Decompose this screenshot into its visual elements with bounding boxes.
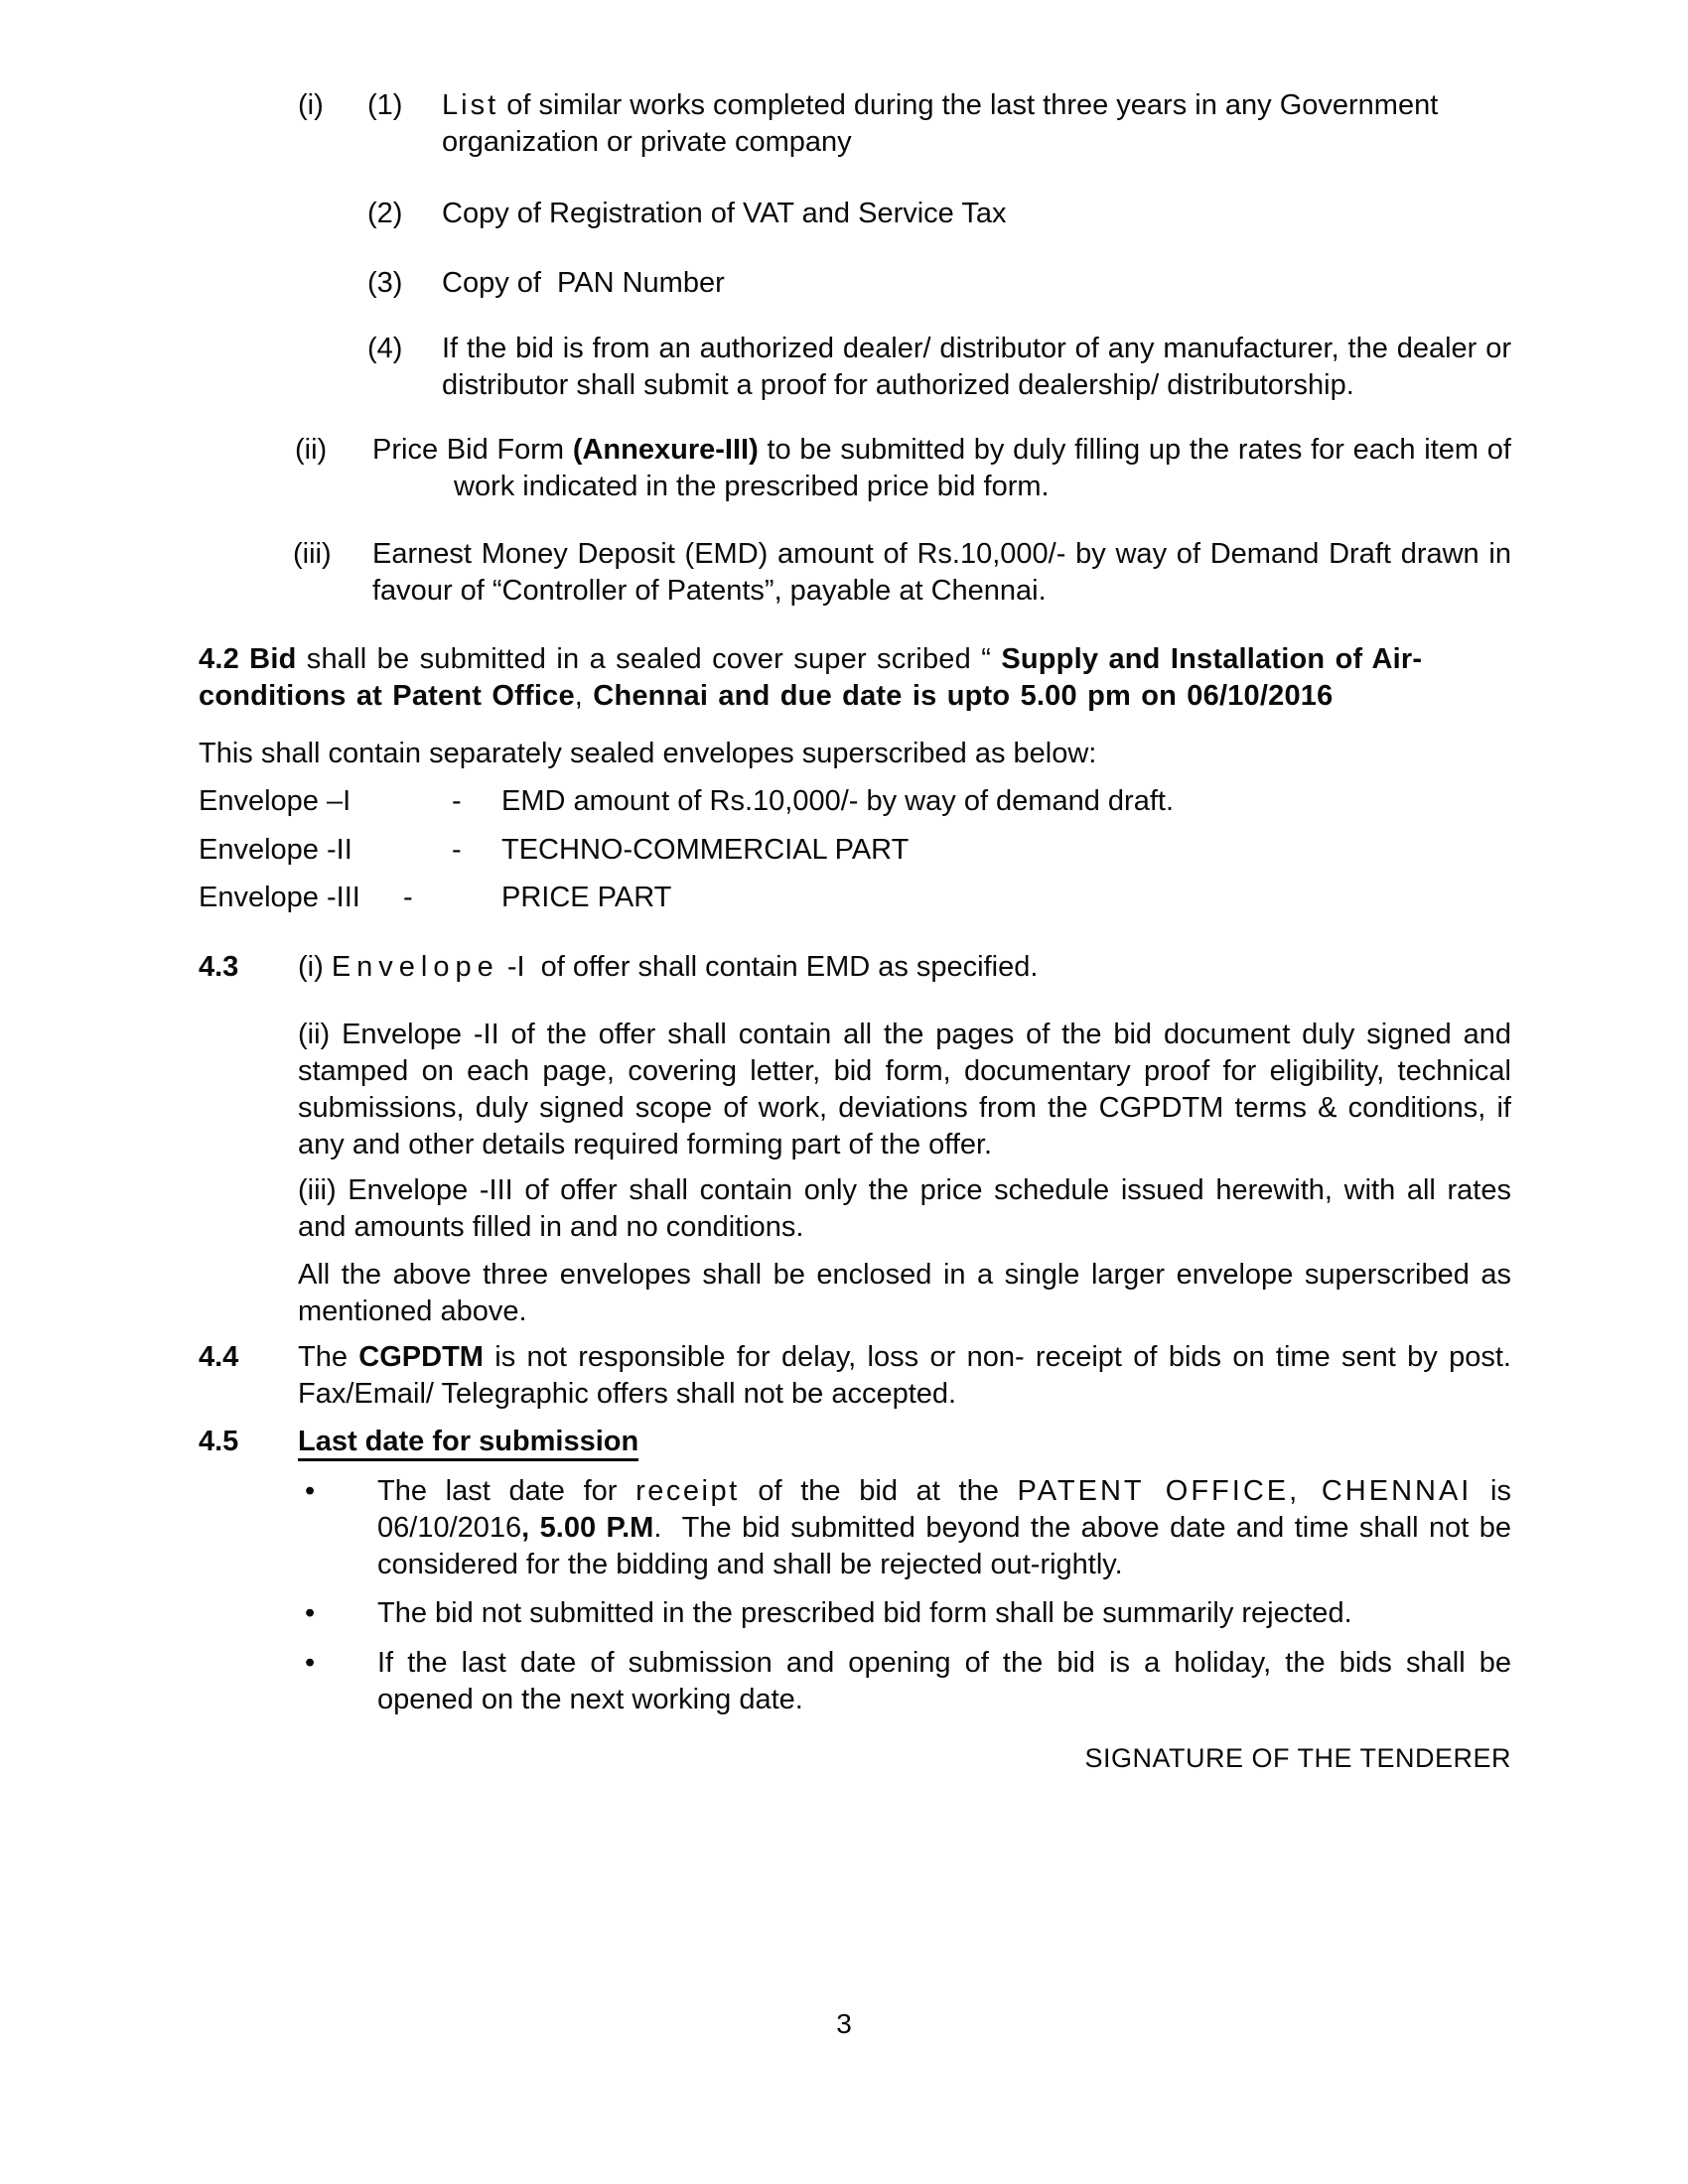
envelope-3-label: Envelope -III (199, 882, 360, 913)
section-42-title-bold: Supply and Installation of Air- conditions at Patent Office (199, 643, 1423, 712)
section-43-i-envelope-spaced: Envelope (331, 951, 499, 983)
bullet-item-3 (199, 1645, 1511, 1718)
list-label-iii: (iii) (293, 538, 332, 570)
envelope-row-2 (199, 832, 1511, 869)
list-item-1-text: of similar works completed during the last three years in any Government organization or private company (442, 89, 1439, 158)
bullet-3-text: If the last date of submission and opening of the bid is a holiday, the bids shall be opened on the next working date. (377, 1647, 1511, 1715)
document-content (199, 0, 1511, 1777)
bullet-icon: • (305, 1647, 316, 1679)
list-label-1: (1) (367, 89, 403, 121)
annexure-iii-bold: (Annexure-III) (572, 434, 759, 466)
list-item-1-lead: List (442, 89, 499, 121)
envelopes-intro: This shall contain separately sealed envelopes superscribed as below: (199, 738, 1097, 769)
bullet-1-mid: of the bid at the (739, 1475, 1018, 1507)
bullet-1-receipt-spaced: receipt (635, 1475, 740, 1507)
list-item-iii-text: Earnest Money Deposit (EMD) amount of Rs.10,000/- by way of Demand Draft drawn in favour of “Controller of Patents”, payable at Chennai. (372, 538, 1511, 607)
bullet-icon: • (305, 1475, 316, 1507)
section-44-post: is not responsible for delay, loss or non- receipt of bids on time sent by post. Fax/Email/ Telegraphic offers shall not be accepted. (298, 1341, 1511, 1410)
bullet-1-office-spaced: PATENT OFFICE, CHENNAI (1017, 1475, 1473, 1507)
section-44-pre: The (298, 1341, 359, 1373)
signature-line: SIGNATURE OF THE TENDERER (1084, 1743, 1511, 1773)
envelope-3-desc: PRICE PART (501, 882, 672, 913)
section-42-heading (199, 641, 1511, 715)
section-43-number: 4.3 (199, 951, 239, 983)
envelope-3-dash: - (403, 882, 413, 913)
list-item-3-text: Copy of PAN Number (442, 267, 725, 299)
section-44-number: 4.4 (199, 1341, 239, 1373)
envelope-2-label: Envelope -II (199, 834, 352, 866)
envelope-1-desc: EMD amount of Rs.10,000/- by way of demand draft. (501, 785, 1174, 817)
list-item-4-text: If the bid is from an authorized dealer/ distributor of any manufacturer, the dealer or distributor shall submit a proof for authorized dealership/ distributorship. (442, 333, 1511, 401)
envelope-1-dash: - (452, 785, 462, 817)
envelope-2-dash: - (452, 834, 462, 866)
section-42-regular-1: shall be submitted in a sealed cover super scribed “ (296, 643, 1002, 675)
bullet-1-post: . The bid submitted beyond the above date and time shall not be considered for the bidding and shall be rejected out-rightly. (377, 1512, 1511, 1580)
list-item-4 (199, 331, 1511, 404)
envelope-1-label: Envelope –I (199, 785, 352, 817)
list-item-3 (199, 265, 1511, 302)
section-45-heading: Last date for submission (298, 1426, 638, 1461)
section-42-number-bold: 4.2 Bid (199, 643, 297, 675)
list-label-4: (4) (367, 333, 403, 364)
section-42-duedate-bold: Chennai and due date is upto 5.00 pm on 06/10/2016 (593, 680, 1334, 712)
section-42-regular-2: , (574, 680, 594, 712)
list-label-i: (i) (298, 89, 324, 121)
envelope-2-desc: TECHNO-COMMERCIAL PART (501, 834, 910, 866)
section-43-ii: (ii) Envelope -II of the offer shall contain all the pages of the bid document duly signed and stamped on each page, covering letter, bid form, documentary proof for eligibility, technical submissions, duly signed scope of work, deviations from the CGPDTM terms & conditions, if any and other details required forming part of the offer. (298, 1019, 1511, 1160)
bullet-1-pre: The last date for (377, 1475, 636, 1507)
cgpdtm-bold: CGPDTM (358, 1341, 484, 1373)
section-43-i-post: -I of offer shall contain EMD as specified. (498, 951, 1039, 983)
list-item-ii (199, 432, 1511, 505)
section-43-i-pre: (i) (298, 951, 332, 983)
bullet-icon: • (305, 1597, 316, 1629)
list-item-i-1 (199, 87, 1511, 161)
section-45 (199, 1424, 1511, 1460)
section-43-all-note: All the above three envelopes shall be enclosed in a single larger envelope superscribed as mentioned above. (298, 1259, 1511, 1327)
list-item-2-text: Copy of Registration of VAT and Service Tax (442, 198, 1007, 229)
envelope-row-1 (199, 783, 1511, 820)
section-45-number: 4.5 (199, 1426, 239, 1457)
bullet-1-time-bold: , 5.00 P.M (521, 1512, 654, 1544)
list-item-ii-pre: Price Bid Form (372, 434, 573, 466)
bullet-item-2 (199, 1595, 1511, 1632)
list-item-2 (199, 196, 1511, 232)
section-43-iii: (iii) Envelope -III of offer shall contain only the price schedule issued herewith, with all rates and amounts filled in and no conditions. (298, 1174, 1511, 1243)
bullet-1-mid2: is 06/10/2016 (377, 1475, 1512, 1544)
bullet-2-text: The bid not submitted in the prescribed bid form shall be summarily rejected. (377, 1597, 1352, 1629)
list-label-3: (3) (367, 267, 403, 299)
envelope-row-3 (199, 880, 1511, 916)
page-number: 3 (836, 2008, 852, 2039)
bullet-item-1 (199, 1473, 1511, 1583)
list-label-ii: (ii) (295, 434, 328, 466)
list-item-iii (199, 536, 1511, 610)
section-44 (199, 1339, 1511, 1413)
list-label-2: (2) (367, 198, 403, 229)
list-item-ii-post: to be submitted by duly filling up the rates for each item of work indicated in the prescribed price bid form. (454, 434, 1511, 502)
section-43-i (199, 949, 1511, 986)
